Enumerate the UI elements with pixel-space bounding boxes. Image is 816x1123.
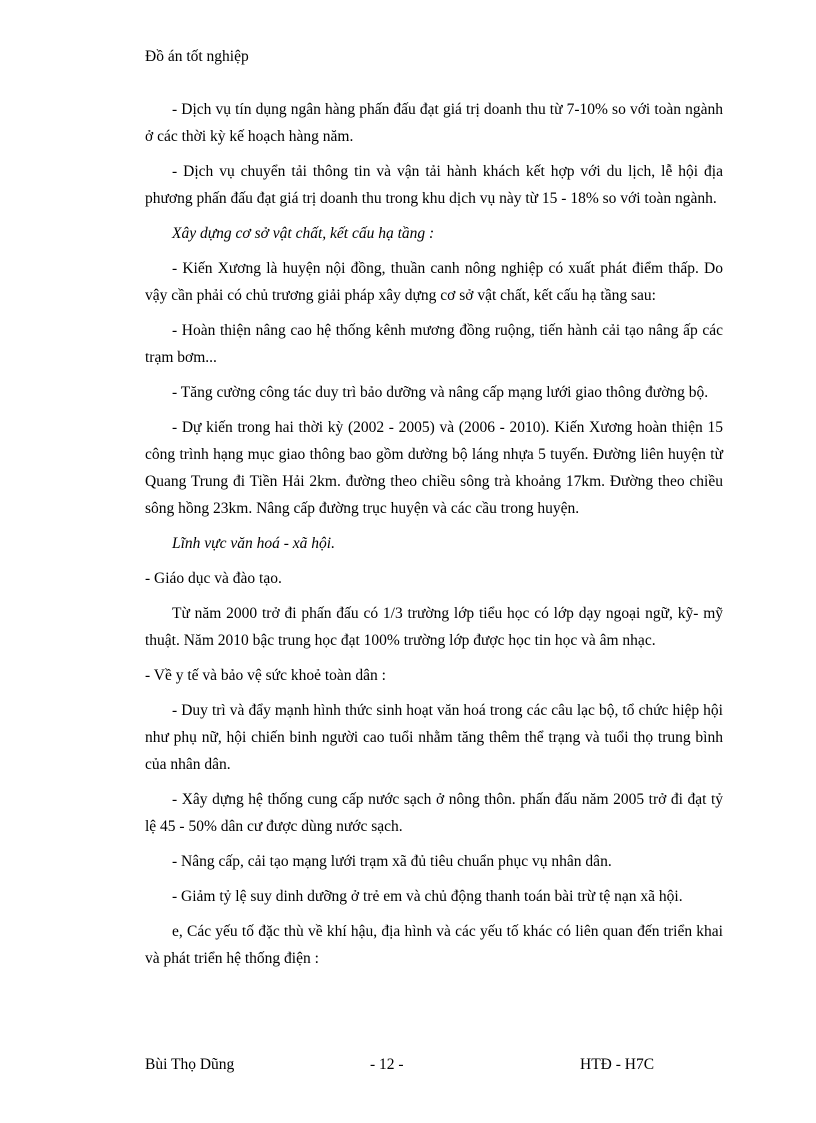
paragraph-education: Từ năm 2000 trở đi phấn đấu có 1/3 trường lớp tiểu học có lớp dạy ngoại ngữ, kỹ- mỹ thuật. Năm 2010 bậc trung học đạt 100% trường lớp được học tin học và âm nhạc.	[145, 605, 723, 649]
paragraph-road-maintenance: - Tăng cường công tác duy trì bảo dưỡng và nâng cấp mạng lưới giao thông đường bộ.	[172, 384, 709, 401]
paragraph-clean-water: - Xây dựng hệ thống cung cấp nước sạch ở nông thôn. phấn đấu năm 2005 trở đi đạt tỷ lệ 45 - 50% dân cư được dùng nước sạch.	[145, 791, 723, 835]
paragraph-education-heading: - Giáo dục và đào tạo.	[145, 570, 282, 587]
page-header-title: Đồ án tốt nghiệp	[145, 48, 249, 65]
section-heading-culture-society: Lĩnh vực văn hoá - xã hội.	[172, 535, 335, 552]
document-body	[145, 96, 723, 980]
paragraph-transport-service: - Dịch vụ chuyển tải thông tin và vận tải hành khách kết hợp với du lịch, lễ hội địa phương phấn đấu đạt giá trị doanh thu trong khu dịch vụ này từ 15 - 18% so với toàn ngành.	[145, 163, 723, 207]
paragraph-malnutrition: - Giảm tỷ lệ suy dinh dưỡng ở trẻ em và chủ động thanh toán bài trừ tệ nạn xã hội.	[172, 888, 683, 905]
footer-class-code: HTĐ - H7C	[580, 1056, 655, 1073]
footer-author: Bùi Thọ Dũng	[145, 1056, 235, 1073]
paragraph-health-heading: - Về y tế và bảo vệ sức khoẻ toàn dân :	[145, 667, 386, 684]
paragraph-kien-xuong: - Kiến Xương là huyện nội đồng, thuần canh nông nghiệp có xuất phát điểm thấp. Do vậy cần phải có chủ trương giải pháp xây dựng cơ sở vật chất, kết cấu hạ tầng sau:	[145, 260, 723, 304]
paragraph-specific-factors: e, Các yếu tố đặc thù về khí hậu, địa hình và các yếu tố khác có liên quan đến triển khai và phát triển hệ thống điện :	[145, 923, 723, 967]
paragraph-medical-stations: - Nâng cấp, cải tạo mạng lưới trạm xã đủ tiêu chuẩn phục vụ nhân dân.	[172, 853, 612, 870]
paragraph-irrigation: - Hoàn thiện nâng cao hệ thống kênh mương đồng ruộng, tiến hành cải tạo nâng ấp các trạm bơm...	[145, 322, 723, 366]
paragraph-road-plan: - Dự kiến trong hai thời kỳ (2002 - 2005) và (2006 - 2010). Kiến Xương hoàn thiện 15 công trình hạng mục giao thông bao gồm dường bộ láng nhựa 5 tuyến. Đường liên huyện từ Quang Trung đi Tiền Hải 2km. đường theo chiều sông trà khoảng 17km. Đường theo chiều sông hồng 23km. Nâng cấp đường trục huyện và các cầu trong huyện.	[145, 419, 723, 517]
section-heading-infrastructure: Xây dựng cơ sở vật chất, kết cấu hạ tầng :	[172, 225, 435, 242]
footer-page-number: - 12 -	[370, 1056, 404, 1073]
paragraph-credit-service: - Dịch vụ tín dụng ngân hàng phấn đấu đạt giá trị doanh thu từ 7-10% so với toàn ngành ở các thời kỳ kế hoạch hàng năm.	[145, 101, 723, 145]
paragraph-cultural-activities: - Duy trì và đẩy mạnh hình thức sinh hoạt văn hoá trong các câu lạc bộ, tổ chức hiệp hội như phụ nữ, hội chiến binh người cao tuổi nhằm tăng thêm thể trạng và tuổi thọ trung bình của nhân dân.	[145, 702, 723, 773]
